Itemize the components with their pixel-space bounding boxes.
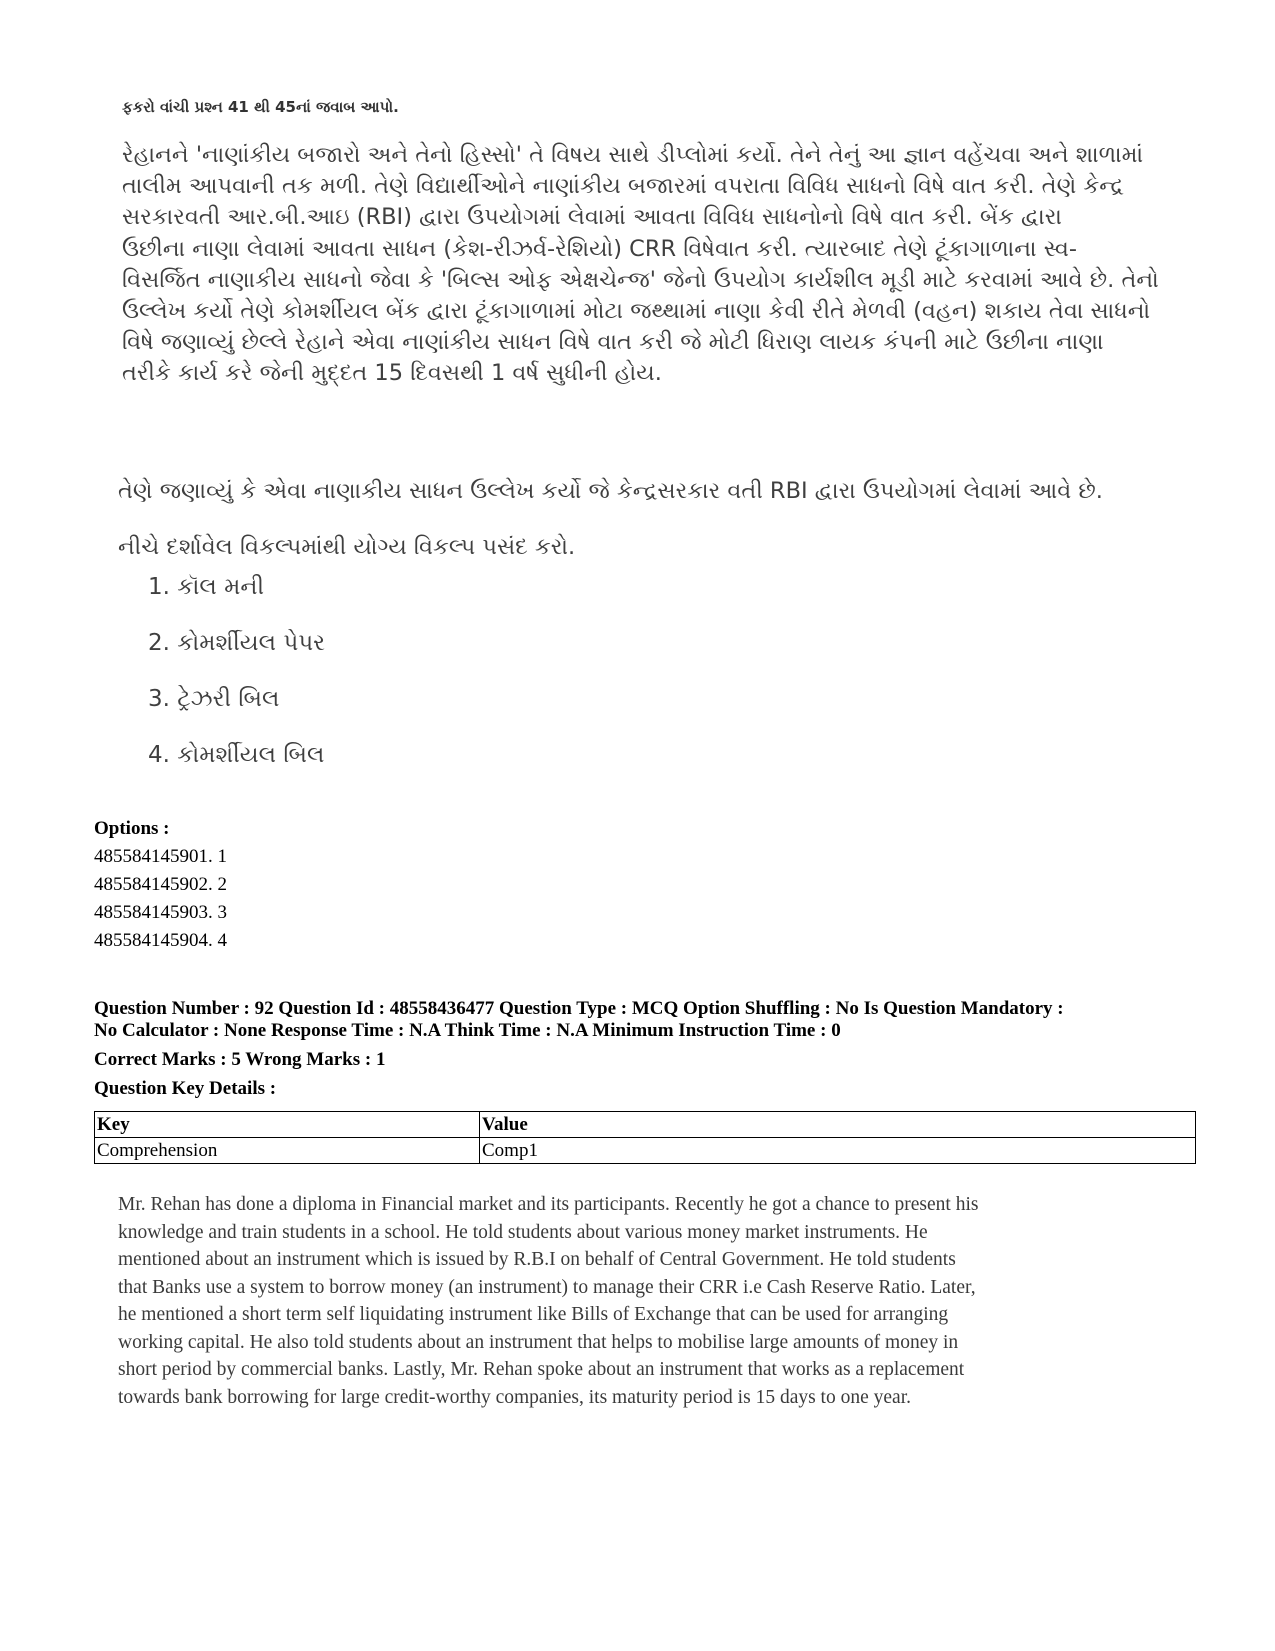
passage-line: તરીકે કાર્ય કરે જેની મુદ્દત 15 દિવસથી 1 વર્ષ સુધીની હોય. bbox=[122, 360, 662, 387]
choice-item: 1. કૉલ મની bbox=[148, 574, 265, 600]
passage-line: working capital. He also told students about an instrument that helps to mobilise large amounts of money in bbox=[118, 1331, 959, 1353]
table-cell-value: Comp1 bbox=[480, 1138, 1196, 1164]
question-meta-line: No Calculator : None Response Time : N.A Think Time : N.A Minimum Instruction Time : 0 bbox=[94, 1020, 841, 1041]
options-label: Options : bbox=[94, 818, 170, 839]
question-instruction: નીચે દર્શાવેલ વિકલ્પમાંથી યોગ્ય વિકલ્પ પસંદ કરો. bbox=[118, 534, 576, 560]
question-meta-line: Question Number : 92 Question Id : 48558436477 Question Type : MCQ Option Shuffling : No Is Question Mandatory : bbox=[94, 998, 1064, 1019]
table-header-value: Value bbox=[480, 1112, 1196, 1138]
option-item: 485584145904. 4 bbox=[94, 930, 227, 951]
passage-line: short period by commercial banks. Lastly, Mr. Rehan spoke about an instrument that works as a replacement bbox=[118, 1359, 965, 1380]
passage-line: રેહાનને 'નાણાંકીય બજારો અને તેનો હિસ્સો' તે વિષય સાથે ડીપ્લોમાં કર્યો. તેને તેનું આ જ્ઞાન વહેંચવા અને શાળામાં bbox=[122, 142, 1144, 168]
passage-line: ઉલ્લેખ કર્યો તેણે કોમર્શીયલ બેંક દ્વારા ટૂંકાગાળામાં મોટા જથ્થામાં નાણા કેવી રીતે મેળવી (વહન) શકાય તેવા સાધનો bbox=[122, 298, 1151, 325]
passage-line: knowledge and train students in a school. He told students about various money market instruments. He bbox=[118, 1221, 928, 1243]
passage-line: that Banks use a system to borrow money (an instrument) to manage their CRR i.e Cash Reserve Ratio. Later, bbox=[118, 1276, 976, 1298]
option-item: 485584145901. 1 bbox=[94, 846, 227, 867]
passage-line: વિસર્જિત નાણાકીય સાધનો જેવા કે 'બિલ્સ ઓફ એક્ષચેન્જ' જેનો ઉપયોગ કાર્યશીલ મૂડી માટે કરવામાં આવે છે. તેનો bbox=[122, 266, 1159, 293]
passage-instruction: ફકરો વાંચી પ્રશ્ન 41 થી 45નાં જવાબ આપો. bbox=[122, 98, 399, 116]
passage-line: towards bank borrowing for large credit-worthy companies, its maturity period is 15 days to one year. bbox=[118, 1386, 911, 1408]
option-item: 485584145902. 2 bbox=[94, 874, 227, 895]
key-details-label: Question Key Details : bbox=[94, 1078, 277, 1099]
passage-line: Mr. Rehan has done a diploma in Financial market and its participants. Recently he got a chance to present his bbox=[118, 1194, 979, 1215]
passage-line: તાલીમ આપવાની તક મળી. તેણે વિદ્યાર્થીઓને નાણાંકીય બજારમાં વપરાતા વિવિધ સાધનો વિષે વાત કરી. તેણે કેન્દ્ર bbox=[122, 173, 1124, 200]
choice-item: 4. કોમર્શીયલ બિલ bbox=[148, 742, 325, 768]
question-text: તેણે જણાવ્યું કે એવા નાણાકીય સાધન ઉલ્લેખ કર્યો જે કેન્દ્રસરકાર વતી RBI દ્વારા ઉપયોગમાં લેવામાં આવે છે. bbox=[118, 478, 1103, 504]
table-row bbox=[95, 1138, 1196, 1164]
gujarati-passage bbox=[122, 140, 1182, 390]
option-item: 485584145903. 3 bbox=[94, 902, 227, 923]
table-cell-key: Comprehension bbox=[95, 1138, 480, 1164]
passage-line: mentioned about an instrument which is issued by R.B.I on behalf of Central Government. He told students bbox=[118, 1249, 956, 1270]
passage-line: ઉછીના નાણા લેવામાં આવતા સાધન (કેશ-રીઝર્વ-રેશિયો) CRR વિષેવાત કરી. ત્યારબાદ તેણે ટૂંકાગાળાના સ્વ- bbox=[122, 235, 1077, 262]
english-passage bbox=[118, 1191, 1178, 1411]
table-header-row bbox=[95, 1112, 1196, 1138]
table-header-key: Key bbox=[95, 1112, 480, 1138]
choice-item: 2. કોમર્શીયલ પેપર bbox=[148, 630, 326, 656]
passage-line: સરકારવતી આર.બી.આઇ (RBI) દ્વારા ઉપયોગમાં લેવામાં આવતા વિવિધ સાધનોનો વિષે વાત કરી. બેંક દ્વારા bbox=[122, 204, 1062, 231]
key-details-table bbox=[94, 1111, 1196, 1164]
choice-item: 3. ટ્રેઝરી બિલ bbox=[148, 686, 280, 712]
marks-line: Correct Marks : 5 Wrong Marks : 1 bbox=[94, 1049, 386, 1070]
passage-line: વિષે જણાવ્યું છેલ્લે રેહાને એવા નાણાંકીય સાધન વિષે વાત કરી જે મોટી ધિરાણ લાયક કંપની માટે ઉછીના નાણા bbox=[122, 329, 1104, 356]
passage-line: he mentioned a short term self liquidating instrument like Bills of Exchange that can be used for arranging bbox=[118, 1304, 949, 1325]
